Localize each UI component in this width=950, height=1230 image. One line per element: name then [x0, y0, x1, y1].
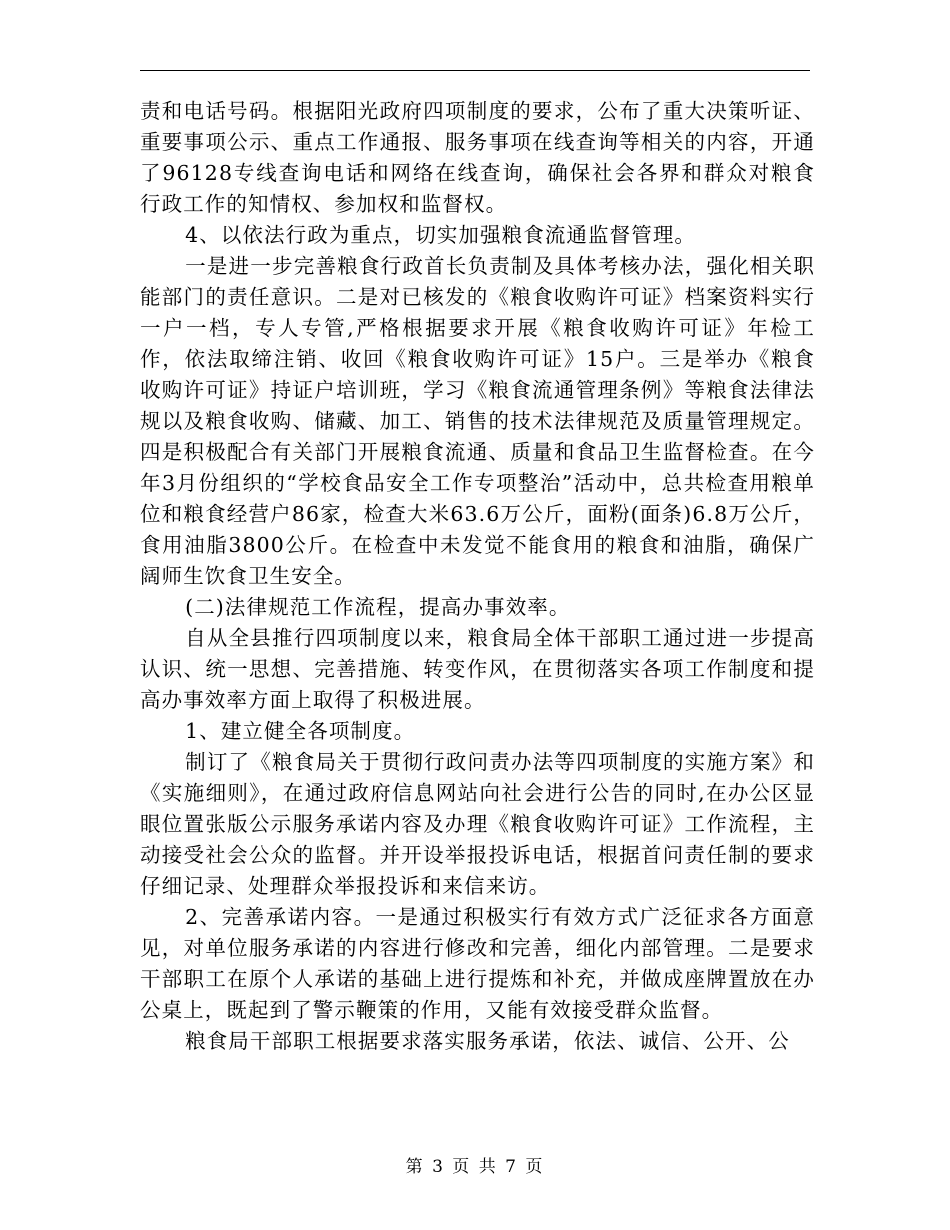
paragraph-heading: 1、建立健全各项制度。: [185, 719, 416, 743]
paragraph: 一是进一步完善粮食行政首长负责制及具体考核办法，强化相关职能部门的责任意识。二是对已核发的《粮食收购许可证》档案资料实行一户一档，专人专管,严格根据要求开展《粮食收购许可证》年检工作，依法取缔注销、收回《粮食收购许可证》15户。三是举办《粮食收购许可证》持证户培训班，学习《粮食流通管理条例》等粮食法律法规以及粮食收购、储藏、加工、销售的技术法律规范及质量管理规定。四是积极配合有关部门开展粮食流通、质量和食品卫生监督检查。在今年3月份组织的“学校食品安全工作专项整治”活动中，总共检查用粮单位和粮食经营户86家，检查大米63.6万公斤，面粉(面条)6.8万公斤，食用油脂3800公斤。在检查中未发觉不能食用的粮食和油脂，确保广阔师生饮食卫生安全。: [140, 254, 815, 588]
header-rule: [140, 70, 810, 71]
paragraph: 自从全县推行四项制度以来，粮食局全体干部职工通过进一步提高认识、统一思想、完善措施、转变作风，在贯彻落实各项工作制度和提高办事效率方面上取得了积极进展。: [140, 626, 815, 712]
section-heading: (二)法律规范工作流程，提高办事效率。: [185, 595, 571, 619]
document-body: [140, 96, 815, 1057]
paragraph: 2、完善承诺内容。一是通过积极实行有效方式广泛征求各方面意见，对单位服务承诺的内容进行修改和完善，细化内部管理。二是要求干部职工在原个人承诺的基础上进行提炼和补充，并做成座牌置放在办公桌上，既起到了警示鞭策的作用，又能有效接受群众监督。: [140, 905, 815, 1022]
page-number-footer: 第 3 页 共 7 页: [405, 1157, 545, 1177]
paragraph-heading: 4、以依法行政为重点，切实加强粮食流通监督管理。: [185, 223, 697, 247]
paragraph: 粮食局干部职工根据要求落实服务承诺，依法、诚信、公开、公: [185, 1029, 790, 1053]
paragraph: 责和电话号码。根据阳光政府四项制度的要求，公布了重大决策听证、重要事项公示、重点工作通报、服务事项在线查询等相关的内容，开通了96128专线查询电话和网络在线查询，确保社会各界和群众对粮食行政工作的知情权、参加权和监督权。: [140, 99, 815, 216]
paragraph: 制订了《粮食局关于贯彻行政问责办法等四项制度的实施方案》和《实施细则》，在通过政府信息网站向社会进行公告的同时,在办公区显眼位置张版公示服务承诺内容及办理《粮食收购许可证》工作流程，主动接受社会公众的监督。并开设举报投诉电话，根据首问责任制的要求仔细记录、处理群众举报投诉和来信来访。: [140, 750, 815, 898]
